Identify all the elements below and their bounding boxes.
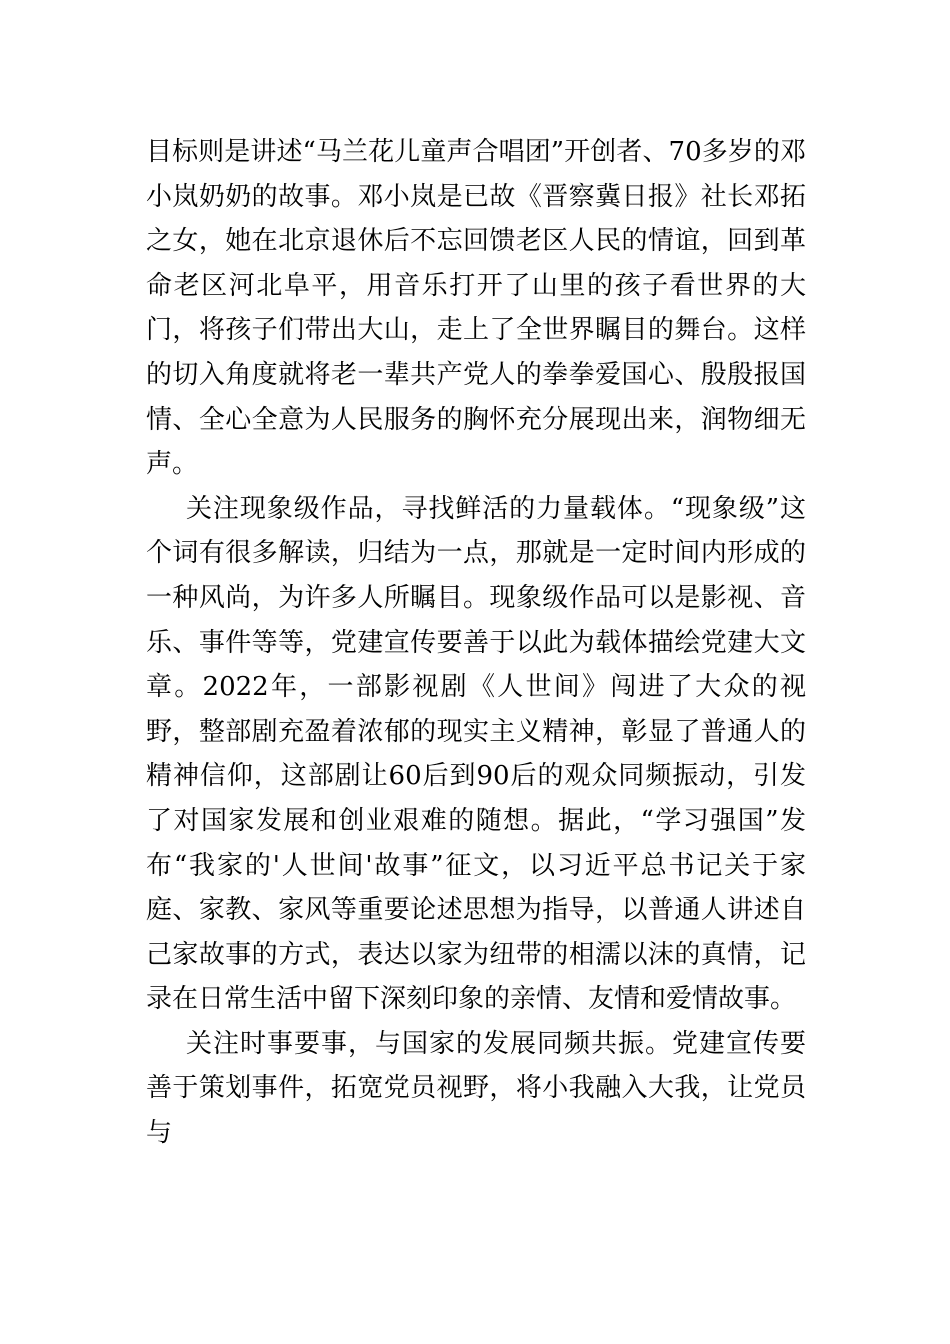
paragraph-continuation: 目标则是讲述“马兰花儿童声合唱团”开创者、70多岁的邓小岚奶奶的故事。邓小岚是已故《晋察冀日报》社长邓拓之女，她在北京退休后不忘回馈老区人民的情谊，回到革命老区河北阜平，用音乐打开了山里的孩子看世界的大门，将孩子们带出大山，走上了全世界瞩目的舞台。这样的切入角度就将老一辈共产党人的拳拳爱国心、殷殷报国情、全心全意为人民服务的胸怀充分展现出来，润物细无声。: [146, 137, 806, 480]
body-text: [146, 130, 806, 1156]
paragraph-phenomenal-works: 关注现象级作品，寻找鲜活的力量载体。“现象级”这个词有很多解读，归结为一点，那就是一定时间内形成的一种风尚，为许多人所瞩目。现象级作品可以是影视、音乐、事件等等，党建宣传要善于以此为载体描绘党建大文章。2022年，一部影视剧《人世间》闯进了大众的视野，整部剧充盈着浓郁的现实主义精神，彰显了普通人的精神信仰，这部剧让60后到90后的观众同频振动，引发了对国家发展和创业艰难的随想。据此，“学习强国”发布“我家的'人世间'故事”征文，以习近平总书记关于家庭、家教、家风等重要论述思想为指导，以普通人讲述自己家故事的方式，表达以家为纽带的相濡以沫的真情，记录在日常生活中留下深刻印象的亲情、友情和爱情故事。: [146, 493, 806, 1015]
paragraph-current-affairs: 关注时事要事，与国家的发展同频共振。党建宣传要善于策划事件，拓宽党员视野，将小我融入大我，让党员与: [146, 1028, 806, 1149]
